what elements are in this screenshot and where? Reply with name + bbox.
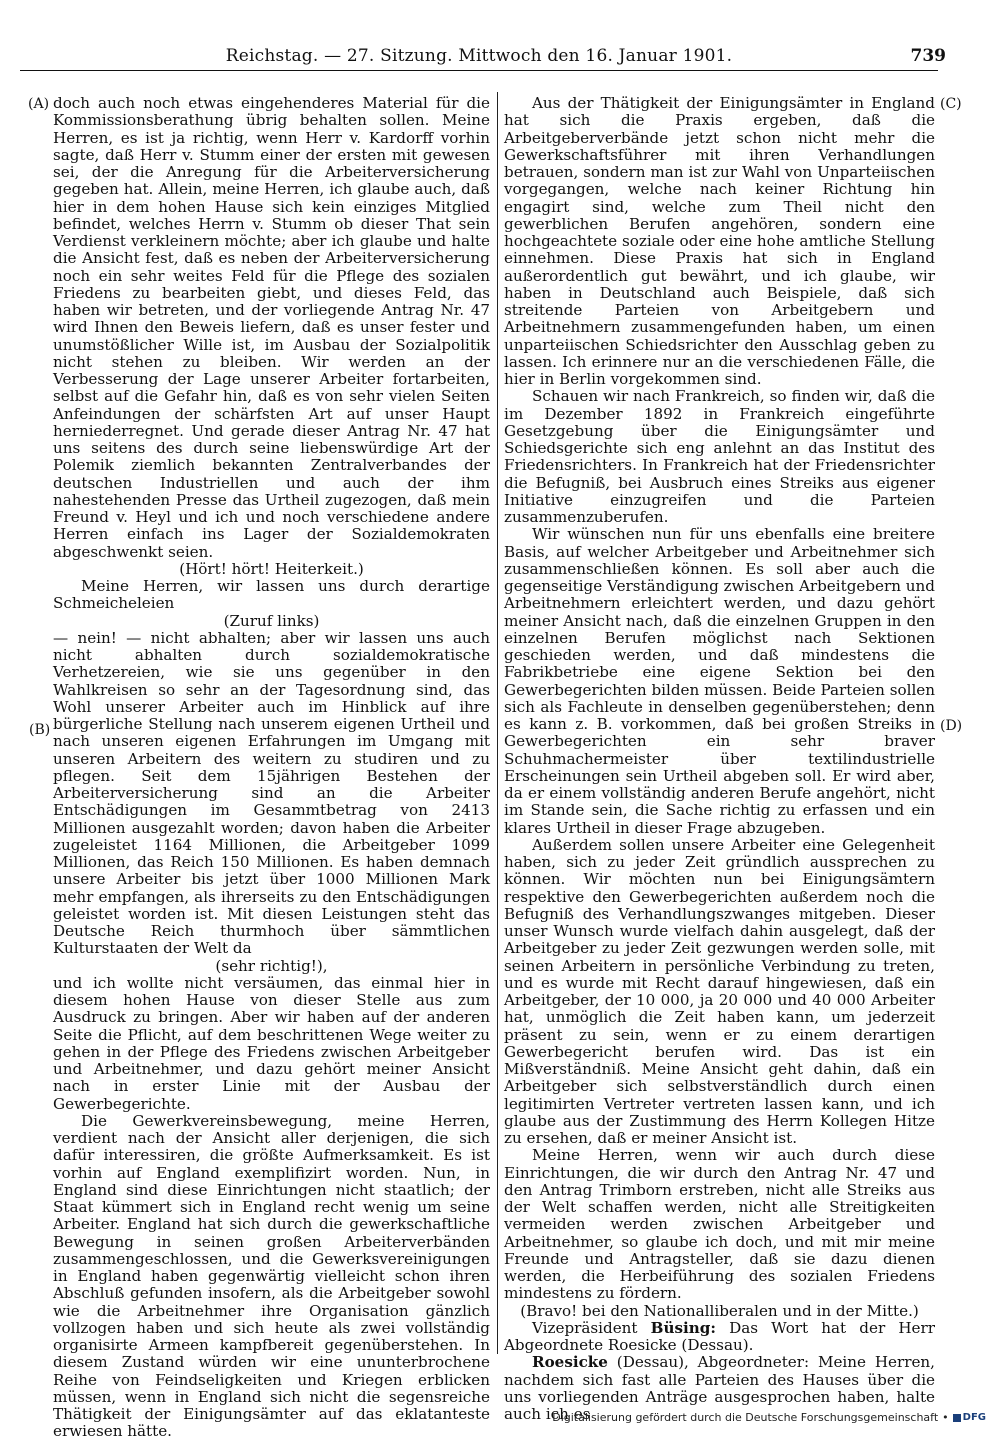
paragraph: Schauen wir nach Frankreich, so finden wir, daß die im Dezember 1892 in Frankreich eingeführte Gesetzgebung über die Einigungsämter und Schiedsgerichte sich eng anlehnt an das Institut des Friedensrichters. In Frankreich hat der Friedensrichter die Befugniß, bei Ausbruch eines Streiks aus eigener Initiative einzugreifen und die Parteien zusammenzuberufen.: [504, 387, 935, 526]
vp-name: Büsing:: [650, 1318, 716, 1337]
dfg-logo: [953, 1412, 986, 1423]
footer-separator: •: [942, 1411, 949, 1424]
paragraph: Meine Herren, wir lassen uns durch derartige Schmeicheleien: [53, 577, 490, 613]
speaker-name: Roesicke: [532, 1353, 608, 1372]
margin-marker-b: (B): [29, 722, 51, 738]
left-column: [53, 95, 490, 1441]
page-number: 739: [910, 46, 946, 66]
paragraph: doch auch noch etwas eingehenderes Material für die Kommissionsberathung übrig behalten sollen. Meine Herren, es ist ja richtig, wenn Herr v. Kardorff vorhin sagte, daß Herr v. Stumm einer der ersten mit gewesen sei, der die Anregung für die Arbeiterversicherung gegeben hat. Allein, meine Herren, ich glaube auch, daß hier in dem hohen Hause sich kein einziges Mitglied befindet, welches Herrn v. Stumm ob dieser That sein Verdienst verkleinern möchte; aber ich glaube und halte die Ansicht fest, daß es neben der Arbeiterversicherung noch ein sehr weites Feld für die Pflege des sozialen Friedens zu bearbeiten giebt, und dieses Feld, das haben wir betreten, und der vorliegende Antrag Nr. 47 wird Ihnen den Beweis liefern, daß es unser fester und unumstößlicher Wille ist, im Ausbau der Sozialpolitik nicht stehen zu bleiben. Wir werden an der Verbesserung der Lage unserer Arbeiter fortarbeiten, selbst auf die Gefahr hin, daß es von sehr vielen Seiten Anfeindungen der schärfsten Art auf unser Haupt herniederregnet. Und gerade dieser Antrag Nr. 47 hat uns seitens des durch seine liebenswürdige Art der Polemik ziemlich bekannten Zentralverbandes der deutschen Industriellen und auch der ihm nahestehenden Presse das Urtheil zugezogen, daß mein Freund v. Heyl und ich und noch verschiedene andere Herren einfach ins Lager der Sozialdemokraten abgeschwenkt seien.: [53, 94, 490, 561]
margin-marker-c: (C): [940, 96, 962, 112]
digitization-footer: [552, 1411, 986, 1424]
vp-text: Das Wort hat der Herr Abgeordnete Roesicke (Dessau).: [504, 1318, 935, 1354]
paragraph: Die Gewerkvereinsbewegung, meine Herren, verdient nach der Ansicht aller derjenigen, die sich dafür interessiren, die größte Aufmerksamkeit. Es ist vorhin auf England exemplifizirt worden. Nun, in England sind diese Einrichtungen nicht staatlich; der Staat kümmert sich in England recht wenig um seine Arbeiter. England hat sich durch die gewerkschaftliche Bewegung in seinen großen Arbeiterverbänden zusammengeschlossen, und die Gewerksvereinigungen in England haben gegenwärtig vielleicht schon ihren Abschluß gefunden insofern, als die Arbeitgeber sowohl wie die Arbeitnehmer ihre Organisation gänzlich vollzogen haben und sich heute als zwei vollständig organisirte Armeen kampfbereit gegenüberstehen. In diesem Zustand würden wir eine ununterbrochene Reihe von Feindseligkeiten und Kriegen erblicken müssen, wenn in England sich nicht die segensreiche Thätigkeit der Einigungsämter auf das eklatanteste erwiesen hätte.: [53, 1111, 490, 1441]
dfg-logo-text: DFG: [962, 1412, 986, 1423]
paragraph: Aus der Thätigkeit der Einigungsämter in England hat sich die Praxis ergeben, daß die Arbeitgeberverbände jetzt schon nicht mehr die Gewerkschaftsführer mit ihren Verhandlungen betrauen, sondern man ist zur Wahl von Unparteiischen vorgegangen, welche nach keiner Richtung hin engagirt sind, welche zum Theil nicht den gewerblichen Berufen angehören, sondern eine hochgeachtete soziale oder eine hohe amtliche Stellung einnehmen. Diese Praxis hat sich in England außerordentlich gut bewährt, und ich glaube, wir haben in Deutschland auch Beispiele, daß sich streitende Parteien von Arbeitgebern und Arbeitnehmern zusammengefunden haben, um einen unparteiischen Schiedsrichter den Ausschlag geben zu lassen. Ich erinnere nur an die verschiedenen Fälle, die hier in Berlin vorgekommen sind.: [504, 94, 935, 388]
paragraph: und ich wollte nicht versäumen, das einmal hier in diesem hohen Hause von dieser Stelle aus zum Ausdruck zu bringen. Aber wir haben auf der anderen Seite die Pflicht, auf dem beschrittenen Wege weiter zu gehen in der Pflege des Friedens zwischen Arbeitgeber und Arbeitnehmer, und dazu gehört meiner Ansicht nach in erster Linie mit der Ausbau der Gewerbegerichte.: [53, 973, 490, 1113]
interjection: (Zuruf links): [223, 611, 320, 630]
interjection: (sehr richtig!),: [215, 956, 328, 975]
paragraph: — nein! — nicht abhalten; aber wir lassen uns auch nicht abhalten durch sozialdemokratische Verhetzereien, wie sie uns gegenüber in den Wahlkreisen so sehr an der Tagesordnung sind, das Wohl unserer Arbeiter auch im Hinblick auf ihre bürgerliche Stellung nach unserem eigenen Urtheil und nach unseren eigenen Erfahrungen im Umgang mit unseren Arbeitern des weitern zu studiren und zu pflegen. Seit dem 15jährigen Bestehen der Arbeiterversicherung sind an die Arbeiter Entschädigungen im Gesammtbetrag von 2413 Millionen ausgezahlt worden; davon haben die Arbeiter zugeleistet 1164 Millionen, die Arbeitgeber 1099 Millionen, das Reich 150 Millionen. Es haben demnach unsere Arbeiter bis jetzt über 1000 Millionen Mark mehr empfangen, als ihrerseits zu den Entschädigungen geleistet worden ist. Mit diesen Leistungen steht das Deutsche Reich thurmhoch über sämmtlichen Kulturstaaten der Welt da: [53, 628, 490, 958]
interjection: (Hört! hört! Heiterkeit.): [179, 559, 364, 578]
speech-text: (Dessau), Abgeordneter: Meine Herren, nachdem sich fast alle Parteien des Hauses über die uns vorliegenden Anträge ausgesprochen haben, halte auch ich es: [504, 1353, 935, 1423]
vp-title: Vizepräsident: [532, 1318, 651, 1337]
speaker-announcement: [504, 1320, 935, 1355]
paragraph: Meine Herren, wenn wir auch durch diese Einrichtungen, die wir durch den Antrag Nr. 47 und den Antrag Trimborn erstreben, nicht alle Streiks aus der Welt schaffen werden, nicht alle Streitigkeiten vermeiden werden zwischen Arbeitgeber und Arbeitnehmer, so glaube ich doch, und mit mir meine Freunde und Antragsteller, daß sie dazu dienen werden, die Herbeiführung des sozialen Friedens mindestens zu fördern.: [504, 1146, 935, 1303]
paragraph: Wir wünschen nun für uns ebenfalls eine breitere Basis, auf welcher Arbeitgeber und Arbeitnehmer sich zusammenschließen können. Es soll aber auch die gegenseitige Verständigung zwischen Arbeitgebern und Arbeitnehmern erleichtert werden, und dazu gehört meiner Ansicht nach, daß die einzelnen Gruppen in den einzelnen Berufen möglichst nach Sektionen geschieden werden, und daß mindestens die Fabrikbetriebe eine eigene Sektion bei den Gewerbegerichten bilden müssen. Beide Parteien sollen sich als Fachleute in denselben gegenüberstehen; denn es kann z. B. vorkommen, daß bei großen Streiks in Gewerbegerichten ein sehr braver Schuhmachermeister über textilindustrielle Erscheinungen sein Urtheil abgeben soll. Er wird aber, da er einem vollständig anderen Berufe angehört, nicht im Stande sein, die Sache richtig zu erfassen und ein klares Urtheil in dieser Frage abzugeben.: [504, 525, 935, 837]
interjection: (Bravo! bei den Nationalliberalen und in der Mitte.): [520, 1301, 919, 1320]
margin-marker-a: (A): [28, 96, 50, 112]
margin-marker-d: (D): [940, 718, 963, 734]
right-column: [504, 95, 935, 1423]
running-header: [20, 46, 946, 71]
dfg-logo-icon: [953, 1414, 961, 1422]
paragraph: Außerdem sollen unsere Arbeiter eine Gelegenheit haben, sich zu jeder Zeit gründlich aussprechen zu können. Wir möchten nun bei Einigungsämtern respektive den Gewerbegerichten außerdem noch die Befugniß des Verhandlungszwanges mitgeben. Dieser unser Wunsch wurde vielfach dahin ausgelegt, daß der Arbeitgeber zu jeder Zeit gezwungen werden solle, mit seinen Arbeitern in persönliche Verbindung zu treten, und es wurde mit Recht darauf hingewiesen, daß ein Arbeitgeber, der 10 000, ja 20 000 und 40 000 Arbeiter hat, unmöglich die Zeit haben kann, um jederzeit präsent zu sein, wenn er zu einem derartigen Gewerbegericht berufen wird. Das ist ein Mißverständniß. Meine Ansicht geht dahin, daß ein Arbeitgeber sich selbstverständlich durch einen legitimirten Vertreter vertreten lassen kann, und ich glaube aus der Zustimmung des Herrn Kollegen Hitze zu ersehen, daß er meiner Ansicht ist.: [504, 835, 935, 1147]
header-title: Reichstag. — 27. Sitzung. Mittwoch den 16. Januar 1901.: [225, 46, 733, 66]
footer-credit: Digitalisierung gefördert durch die Deutsche Forschungsgemeinschaft: [552, 1411, 939, 1424]
column-divider: [497, 92, 498, 1354]
